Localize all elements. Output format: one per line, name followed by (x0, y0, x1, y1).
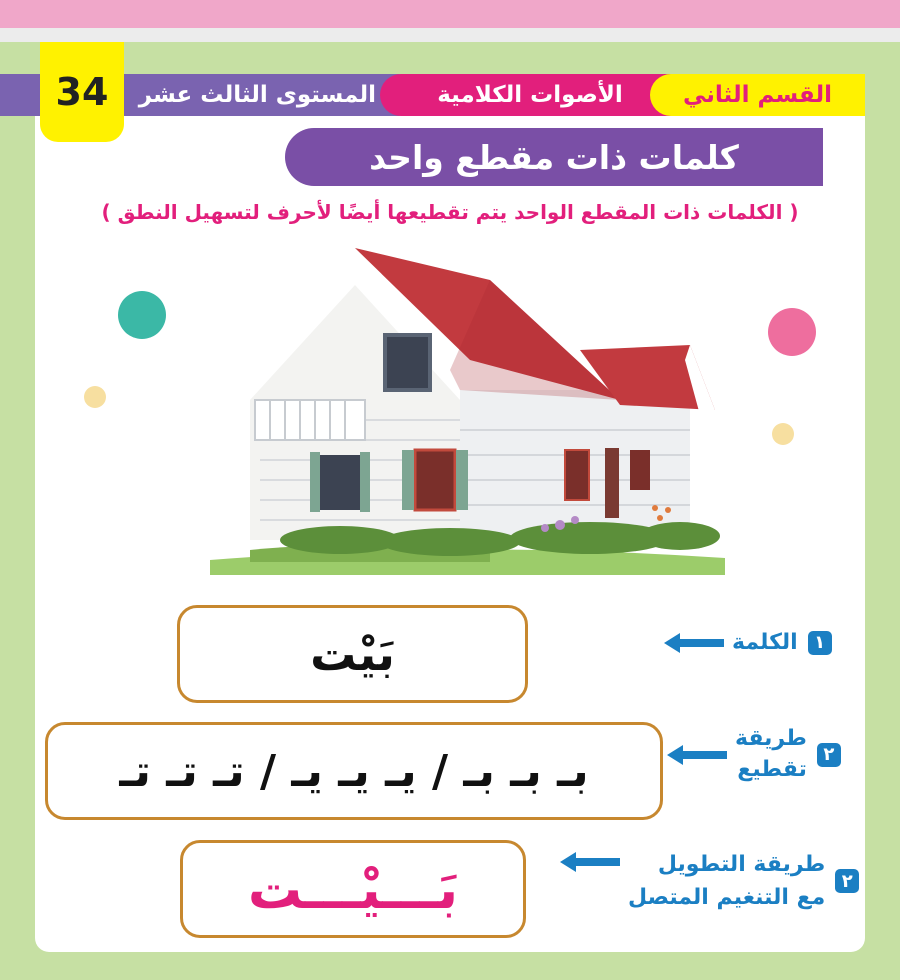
section-label: القسم الثاني (683, 82, 832, 108)
yellow-dot-right (772, 423, 794, 445)
topic-band (380, 74, 680, 116)
page-number: 34 (40, 42, 124, 142)
yellow-dot-left (84, 386, 106, 408)
lesson-title: كلمات ذات مقطع واحد (285, 128, 823, 186)
step-3-number: ٢ (835, 869, 859, 893)
step-2-text-line2: تقطيع (737, 756, 807, 782)
step-3-text-line2: مع التنغيم المتصل (628, 885, 826, 910)
arrow-left-icon (664, 631, 724, 655)
step-2-text-line1: طريقة (735, 726, 807, 751)
step-3-text-line1: طريقة التطويل (657, 852, 826, 877)
top-pink-strip (0, 0, 900, 28)
house-image (190, 240, 730, 580)
step-1-text: الكلمة (732, 630, 798, 655)
pink-dot (768, 308, 816, 356)
elongation-box: بَـــيْـــت (180, 840, 526, 938)
lesson-subtitle: ( الكلمات ذات المقطع الواحد يتم تقطيعها أيضًا لأحرف لتسهيل النطق ) (101, 200, 799, 224)
step-2-number: ٢ (817, 743, 841, 767)
top-gray-strip (0, 28, 900, 42)
segmentation-box: بـ بـ بـ / يـ يـ يـ / تـ تـ تـ (45, 722, 663, 820)
level-label: المستوى الثالث عشر (138, 82, 376, 108)
step-1-label (664, 630, 832, 655)
word-box: بَيْت (177, 605, 528, 703)
section-band (650, 74, 865, 116)
step-3-label (560, 848, 859, 914)
step-1-number: ١ (808, 631, 832, 655)
arrow-left-icon (560, 850, 620, 874)
step-2-label (667, 724, 841, 786)
arrow-left-icon (667, 743, 727, 767)
teal-dot (118, 291, 166, 339)
topic-label: الأصوات الكلامية (437, 82, 623, 108)
